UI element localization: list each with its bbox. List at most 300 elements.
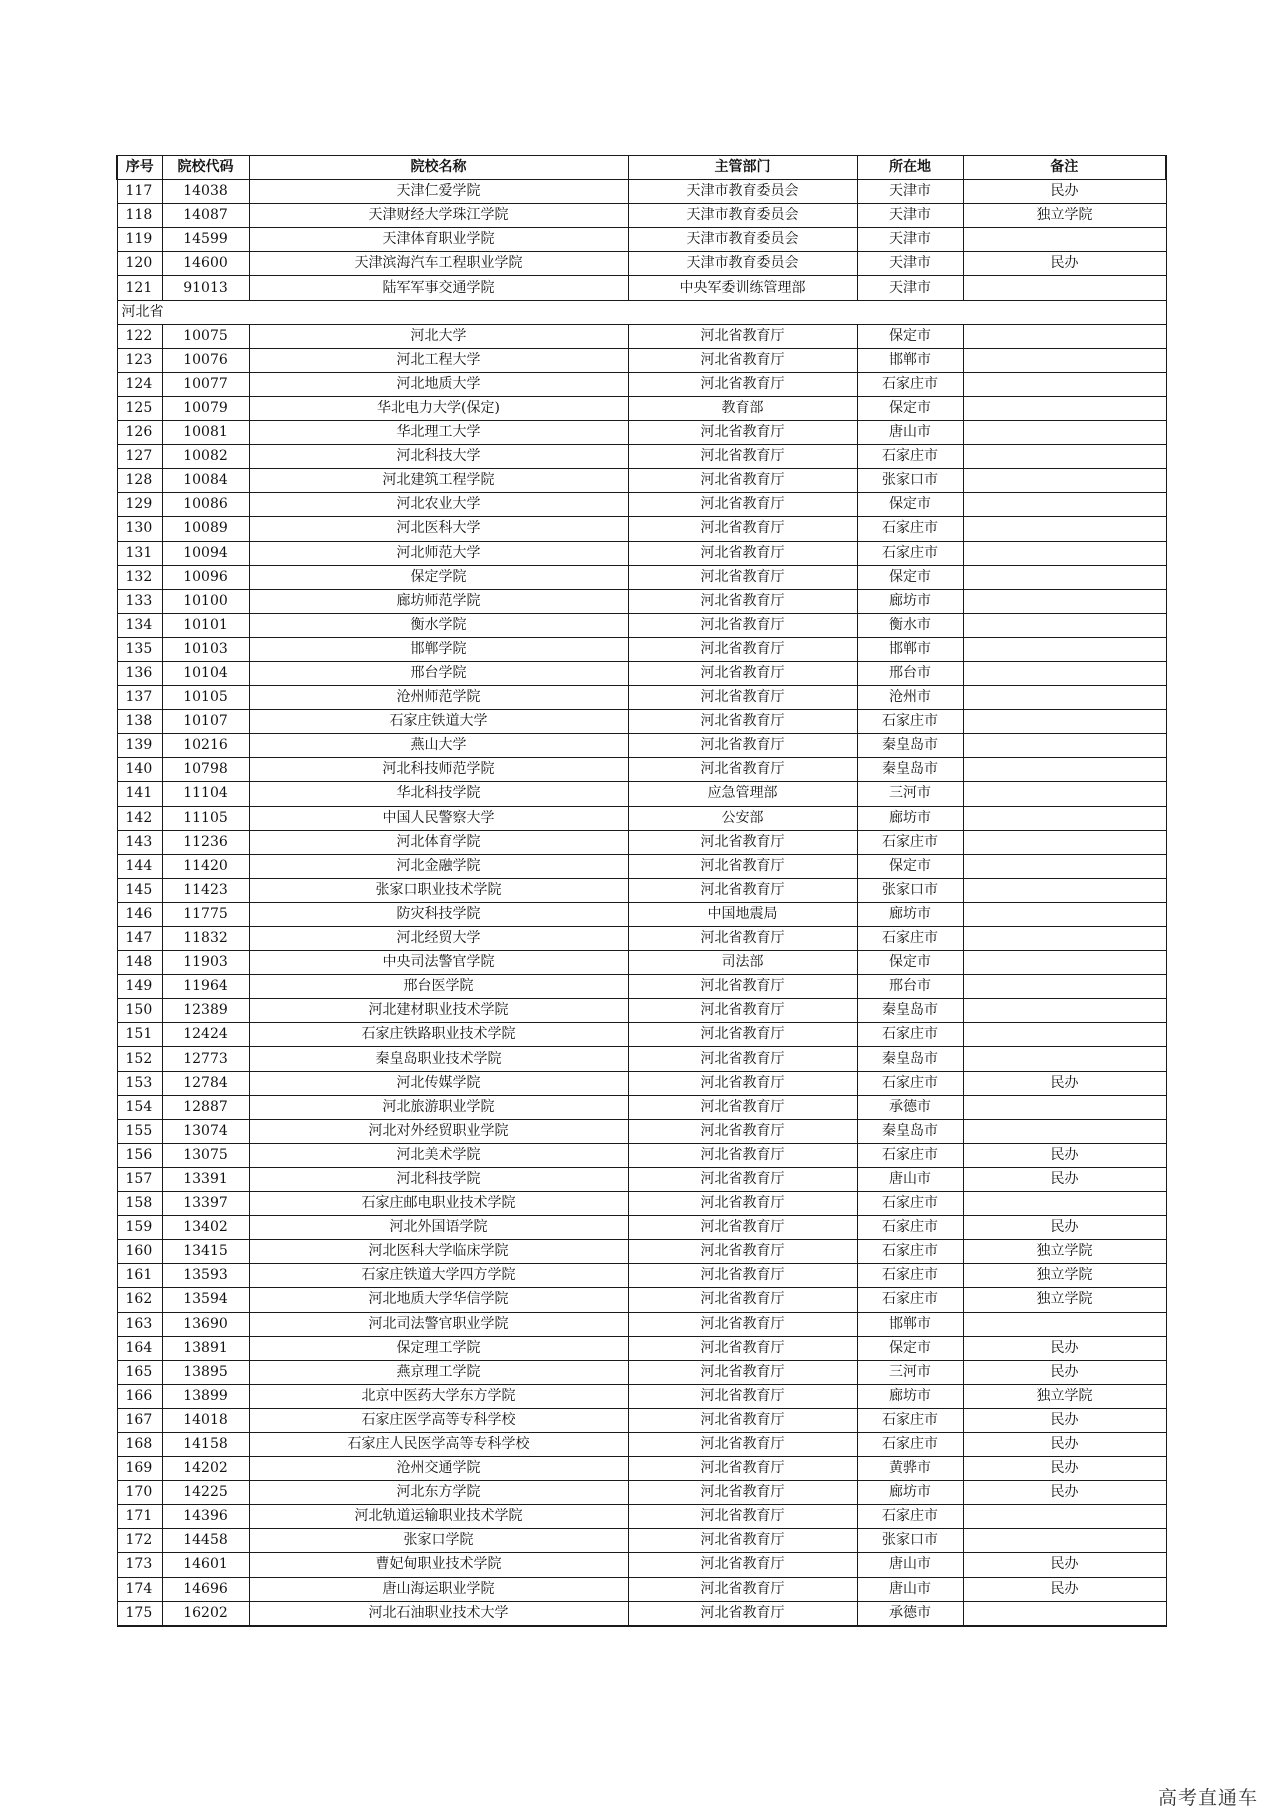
table-row bbox=[117, 324, 1166, 348]
cell-code: 11775 bbox=[162, 902, 249, 926]
cell-remark bbox=[963, 806, 1166, 830]
cell-index: 142 bbox=[117, 806, 162, 830]
table-row bbox=[117, 348, 1166, 372]
table-row bbox=[117, 710, 1166, 734]
cell-remark bbox=[963, 1119, 1166, 1143]
cell-remark bbox=[963, 348, 1166, 372]
cell-remark bbox=[963, 927, 1166, 951]
cell-remark bbox=[963, 734, 1166, 758]
cell-code: 10101 bbox=[162, 613, 249, 637]
table-row bbox=[117, 1071, 1166, 1095]
cell-authority: 河北省教育厅 bbox=[628, 637, 857, 661]
cell-index: 159 bbox=[117, 1216, 162, 1240]
cell-index: 131 bbox=[117, 541, 162, 565]
cell-code: 11423 bbox=[162, 878, 249, 902]
cell-location: 张家口市 bbox=[857, 469, 963, 493]
cell-index: 136 bbox=[117, 661, 162, 685]
cell-remark bbox=[963, 517, 1166, 541]
cell-index: 158 bbox=[117, 1192, 162, 1216]
cell-name: 天津体育职业学院 bbox=[249, 228, 628, 252]
cell-index: 126 bbox=[117, 421, 162, 445]
cell-index: 172 bbox=[117, 1529, 162, 1553]
cell-code: 12424 bbox=[162, 1023, 249, 1047]
table-row bbox=[117, 734, 1166, 758]
cell-authority: 河北省教育厅 bbox=[628, 1360, 857, 1384]
cell-remark: 民办 bbox=[963, 1143, 1166, 1167]
cell-remark bbox=[963, 758, 1166, 782]
table-row bbox=[117, 1216, 1166, 1240]
cell-code: 14458 bbox=[162, 1529, 249, 1553]
cell-location: 三河市 bbox=[857, 1360, 963, 1384]
cell-authority: 河北省教育厅 bbox=[628, 1119, 857, 1143]
table-row bbox=[117, 1095, 1166, 1119]
cell-code: 14601 bbox=[162, 1553, 249, 1577]
cell-location: 张家口市 bbox=[857, 878, 963, 902]
cell-authority: 河北省教育厅 bbox=[628, 1167, 857, 1191]
table-row bbox=[117, 878, 1166, 902]
cell-authority: 中央军委训练管理部 bbox=[628, 276, 857, 300]
cell-name: 燕山大学 bbox=[249, 734, 628, 758]
cell-code: 10105 bbox=[162, 686, 249, 710]
cell-location: 石家庄市 bbox=[857, 1432, 963, 1456]
cell-code: 10089 bbox=[162, 517, 249, 541]
cell-authority: 河北省教育厅 bbox=[628, 541, 857, 565]
cell-authority: 河北省教育厅 bbox=[628, 589, 857, 613]
cell-name: 保定学院 bbox=[249, 565, 628, 589]
cell-name: 河北科技师范学院 bbox=[249, 758, 628, 782]
cell-location: 保定市 bbox=[857, 951, 963, 975]
table-row bbox=[117, 1457, 1166, 1481]
table-row bbox=[117, 999, 1166, 1023]
cell-code: 10107 bbox=[162, 710, 249, 734]
cell-location: 邢台市 bbox=[857, 661, 963, 685]
cell-location: 廊坊市 bbox=[857, 902, 963, 926]
cell-code: 13415 bbox=[162, 1240, 249, 1264]
cell-code: 14696 bbox=[162, 1577, 249, 1601]
cell-remark bbox=[963, 493, 1166, 517]
cell-name: 天津财经大学珠江学院 bbox=[249, 204, 628, 228]
table-row bbox=[117, 1288, 1166, 1312]
cell-authority: 河北省教育厅 bbox=[628, 445, 857, 469]
cell-name: 河北司法警官职业学院 bbox=[249, 1312, 628, 1336]
table-row bbox=[117, 396, 1166, 420]
cell-name: 河北农业大学 bbox=[249, 493, 628, 517]
cell-code: 10076 bbox=[162, 348, 249, 372]
cell-index: 169 bbox=[117, 1457, 162, 1481]
cell-location: 天津市 bbox=[857, 204, 963, 228]
table-row bbox=[117, 975, 1166, 999]
cell-code: 14038 bbox=[162, 180, 249, 204]
cell-remark bbox=[963, 1023, 1166, 1047]
cell-name: 石家庄邮电职业技术学院 bbox=[249, 1192, 628, 1216]
cell-authority: 河北省教育厅 bbox=[628, 710, 857, 734]
cell-location: 秦皇岛市 bbox=[857, 1047, 963, 1071]
table-row bbox=[117, 445, 1166, 469]
cell-authority: 教育部 bbox=[628, 396, 857, 420]
table-row bbox=[117, 228, 1166, 252]
cell-remark bbox=[963, 854, 1166, 878]
cell-authority: 河北省教育厅 bbox=[628, 1601, 857, 1626]
cell-location: 邯郸市 bbox=[857, 1312, 963, 1336]
cell-remark: 独立学院 bbox=[963, 1240, 1166, 1264]
cell-index: 117 bbox=[117, 180, 162, 204]
cell-code: 11832 bbox=[162, 927, 249, 951]
cell-location: 廊坊市 bbox=[857, 1481, 963, 1505]
cell-code: 12784 bbox=[162, 1071, 249, 1095]
cell-remark: 独立学院 bbox=[963, 1264, 1166, 1288]
cell-remark bbox=[963, 421, 1166, 445]
cell-remark bbox=[963, 613, 1166, 637]
cell-code: 10084 bbox=[162, 469, 249, 493]
cell-authority: 河北省教育厅 bbox=[628, 372, 857, 396]
cell-index: 128 bbox=[117, 469, 162, 493]
cell-remark: 民办 bbox=[963, 1432, 1166, 1456]
cell-authority: 河北省教育厅 bbox=[628, 1264, 857, 1288]
cell-index: 161 bbox=[117, 1264, 162, 1288]
cell-code: 14396 bbox=[162, 1505, 249, 1529]
cell-index: 162 bbox=[117, 1288, 162, 1312]
cell-location: 秦皇岛市 bbox=[857, 734, 963, 758]
cell-location: 廊坊市 bbox=[857, 589, 963, 613]
cell-name: 河北传媒学院 bbox=[249, 1071, 628, 1095]
cell-location: 石家庄市 bbox=[857, 927, 963, 951]
cell-name: 天津滨海汽车工程职业学院 bbox=[249, 252, 628, 276]
cell-location: 天津市 bbox=[857, 228, 963, 252]
cell-name: 沧州交通学院 bbox=[249, 1457, 628, 1481]
cell-code: 12773 bbox=[162, 1047, 249, 1071]
cell-index: 123 bbox=[117, 348, 162, 372]
cell-authority: 天津市教育委员会 bbox=[628, 204, 857, 228]
cell-name: 河北医科大学临床学院 bbox=[249, 1240, 628, 1264]
cell-name: 唐山海运职业学院 bbox=[249, 1577, 628, 1601]
cell-location: 唐山市 bbox=[857, 1553, 963, 1577]
table-row bbox=[117, 252, 1166, 276]
cell-code: 10079 bbox=[162, 396, 249, 420]
cell-index: 160 bbox=[117, 1240, 162, 1264]
cell-authority: 河北省教育厅 bbox=[628, 1192, 857, 1216]
cell-name: 曹妃甸职业技术学院 bbox=[249, 1553, 628, 1577]
cell-index: 127 bbox=[117, 445, 162, 469]
cell-code: 10094 bbox=[162, 541, 249, 565]
cell-code: 13690 bbox=[162, 1312, 249, 1336]
table-row bbox=[117, 204, 1166, 228]
cell-name: 防灾科技学院 bbox=[249, 902, 628, 926]
cell-name: 中央司法警官学院 bbox=[249, 951, 628, 975]
cell-name: 河北师范大学 bbox=[249, 541, 628, 565]
cell-index: 156 bbox=[117, 1143, 162, 1167]
table-row bbox=[117, 493, 1166, 517]
table-row bbox=[117, 541, 1166, 565]
cell-name: 廊坊师范学院 bbox=[249, 589, 628, 613]
cell-index: 143 bbox=[117, 830, 162, 854]
cell-authority: 河北省教育厅 bbox=[628, 1432, 857, 1456]
cell-code: 91013 bbox=[162, 276, 249, 300]
cell-code: 12887 bbox=[162, 1095, 249, 1119]
cell-code: 14202 bbox=[162, 1457, 249, 1481]
cell-code: 13891 bbox=[162, 1336, 249, 1360]
cell-remark: 民办 bbox=[963, 1071, 1166, 1095]
cell-remark bbox=[963, 1505, 1166, 1529]
cell-location: 唐山市 bbox=[857, 421, 963, 445]
cell-index: 133 bbox=[117, 589, 162, 613]
cell-remark bbox=[963, 782, 1166, 806]
cell-remark bbox=[963, 541, 1166, 565]
cell-location: 石家庄市 bbox=[857, 1288, 963, 1312]
table-row bbox=[117, 1360, 1166, 1384]
cell-authority: 河北省教育厅 bbox=[628, 1553, 857, 1577]
cell-name: 中国人民警察大学 bbox=[249, 806, 628, 830]
cell-authority: 河北省教育厅 bbox=[628, 975, 857, 999]
cell-name: 邯郸学院 bbox=[249, 637, 628, 661]
cell-authority: 司法部 bbox=[628, 951, 857, 975]
cell-index: 147 bbox=[117, 927, 162, 951]
table-row bbox=[117, 1264, 1166, 1288]
table-row bbox=[117, 1119, 1166, 1143]
cell-remark bbox=[963, 1529, 1166, 1553]
cell-index: 157 bbox=[117, 1167, 162, 1191]
cell-code: 12389 bbox=[162, 999, 249, 1023]
table-row bbox=[117, 637, 1166, 661]
col-header-index: 序号 bbox=[117, 156, 162, 180]
cell-code: 10100 bbox=[162, 589, 249, 613]
cell-remark bbox=[963, 951, 1166, 975]
cell-location: 天津市 bbox=[857, 252, 963, 276]
cell-remark: 民办 bbox=[963, 1481, 1166, 1505]
cell-name: 天津仁爱学院 bbox=[249, 180, 628, 204]
table-row bbox=[117, 180, 1166, 204]
cell-index: 129 bbox=[117, 493, 162, 517]
cell-index: 132 bbox=[117, 565, 162, 589]
cell-code: 10798 bbox=[162, 758, 249, 782]
cell-index: 164 bbox=[117, 1336, 162, 1360]
table-row bbox=[117, 1553, 1166, 1577]
cell-name: 河北对外经贸职业学院 bbox=[249, 1119, 628, 1143]
cell-index: 122 bbox=[117, 324, 162, 348]
cell-remark: 独立学院 bbox=[963, 1384, 1166, 1408]
col-header-code: 院校代码 bbox=[162, 156, 249, 180]
cell-index: 149 bbox=[117, 975, 162, 999]
cell-remark: 民办 bbox=[963, 252, 1166, 276]
cell-index: 166 bbox=[117, 1384, 162, 1408]
cell-code: 11420 bbox=[162, 854, 249, 878]
cell-code: 10075 bbox=[162, 324, 249, 348]
cell-remark bbox=[963, 710, 1166, 734]
cell-code: 11104 bbox=[162, 782, 249, 806]
col-header-location: 所在地 bbox=[857, 156, 963, 180]
cell-name: 河北大学 bbox=[249, 324, 628, 348]
cell-name: 邢台医学院 bbox=[249, 975, 628, 999]
cell-code: 14599 bbox=[162, 228, 249, 252]
cell-remark bbox=[963, 565, 1166, 589]
cell-index: 163 bbox=[117, 1312, 162, 1336]
table-row bbox=[117, 372, 1166, 396]
table-row bbox=[117, 469, 1166, 493]
cell-index: 144 bbox=[117, 854, 162, 878]
cell-name: 陆军军事交通学院 bbox=[249, 276, 628, 300]
cell-code: 11903 bbox=[162, 951, 249, 975]
table-row bbox=[117, 782, 1166, 806]
institution-table bbox=[116, 155, 1167, 1627]
cell-index: 153 bbox=[117, 1071, 162, 1095]
cell-code: 11105 bbox=[162, 806, 249, 830]
cell-index: 130 bbox=[117, 517, 162, 541]
cell-name: 石家庄铁路职业技术学院 bbox=[249, 1023, 628, 1047]
table-row bbox=[117, 1192, 1166, 1216]
cell-index: 138 bbox=[117, 710, 162, 734]
cell-name: 河北建筑工程学院 bbox=[249, 469, 628, 493]
cell-authority: 河北省教育厅 bbox=[628, 493, 857, 517]
cell-name: 河北地质大学华信学院 bbox=[249, 1288, 628, 1312]
cell-location: 秦皇岛市 bbox=[857, 758, 963, 782]
cell-authority: 河北省教育厅 bbox=[628, 421, 857, 445]
cell-index: 152 bbox=[117, 1047, 162, 1071]
watermark-text: 高考直通车 bbox=[1157, 1787, 1258, 1809]
cell-name: 石家庄铁道大学 bbox=[249, 710, 628, 734]
cell-location: 石家庄市 bbox=[857, 1240, 963, 1264]
cell-location: 承德市 bbox=[857, 1095, 963, 1119]
cell-location: 廊坊市 bbox=[857, 1384, 963, 1408]
cell-name: 河北工程大学 bbox=[249, 348, 628, 372]
cell-location: 石家庄市 bbox=[857, 1071, 963, 1095]
cell-location: 保定市 bbox=[857, 396, 963, 420]
cell-authority: 中国地震局 bbox=[628, 902, 857, 926]
cell-remark bbox=[963, 1601, 1166, 1626]
cell-authority: 河北省教育厅 bbox=[628, 1216, 857, 1240]
table-row bbox=[117, 1312, 1166, 1336]
cell-name: 河北金融学院 bbox=[249, 854, 628, 878]
cell-remark bbox=[963, 999, 1166, 1023]
cell-index: 155 bbox=[117, 1119, 162, 1143]
cell-authority: 河北省教育厅 bbox=[628, 1143, 857, 1167]
cell-authority: 河北省教育厅 bbox=[628, 734, 857, 758]
cell-code: 13899 bbox=[162, 1384, 249, 1408]
cell-index: 167 bbox=[117, 1408, 162, 1432]
cell-index: 145 bbox=[117, 878, 162, 902]
cell-name: 邢台学院 bbox=[249, 661, 628, 685]
table-row bbox=[117, 613, 1166, 637]
cell-remark: 民办 bbox=[963, 1216, 1166, 1240]
cell-remark: 民办 bbox=[963, 1577, 1166, 1601]
cell-location: 秦皇岛市 bbox=[857, 1119, 963, 1143]
cell-index: 134 bbox=[117, 613, 162, 637]
cell-location: 廊坊市 bbox=[857, 806, 963, 830]
cell-index: 118 bbox=[117, 204, 162, 228]
table-row bbox=[117, 1577, 1166, 1601]
cell-remark bbox=[963, 1312, 1166, 1336]
cell-code: 10081 bbox=[162, 421, 249, 445]
cell-authority: 天津市教育委员会 bbox=[628, 228, 857, 252]
cell-location: 张家口市 bbox=[857, 1529, 963, 1553]
cell-location: 秦皇岛市 bbox=[857, 999, 963, 1023]
cell-location: 石家庄市 bbox=[857, 1143, 963, 1167]
table-row bbox=[117, 1408, 1166, 1432]
cell-remark: 民办 bbox=[963, 1457, 1166, 1481]
cell-name: 河北建材职业技术学院 bbox=[249, 999, 628, 1023]
cell-remark: 民办 bbox=[963, 1360, 1166, 1384]
cell-name: 石家庄医学高等专科学校 bbox=[249, 1408, 628, 1432]
cell-code: 13593 bbox=[162, 1264, 249, 1288]
cell-name: 河北外国语学院 bbox=[249, 1216, 628, 1240]
cell-remark: 民办 bbox=[963, 1553, 1166, 1577]
cell-index: 120 bbox=[117, 252, 162, 276]
cell-name: 华北理工大学 bbox=[249, 421, 628, 445]
cell-location: 唐山市 bbox=[857, 1577, 963, 1601]
cell-authority: 河北省教育厅 bbox=[628, 1481, 857, 1505]
cell-location: 天津市 bbox=[857, 276, 963, 300]
cell-remark bbox=[963, 637, 1166, 661]
cell-remark bbox=[963, 324, 1166, 348]
cell-location: 邢台市 bbox=[857, 975, 963, 999]
cell-code: 14087 bbox=[162, 204, 249, 228]
cell-authority: 河北省教育厅 bbox=[628, 1047, 857, 1071]
table-row bbox=[117, 1432, 1166, 1456]
cell-authority: 河北省教育厅 bbox=[628, 517, 857, 541]
table-row bbox=[117, 1529, 1166, 1553]
cell-name: 河北东方学院 bbox=[249, 1481, 628, 1505]
cell-authority: 河北省教育厅 bbox=[628, 758, 857, 782]
cell-index: 146 bbox=[117, 902, 162, 926]
table-row bbox=[117, 276, 1166, 300]
cell-remark bbox=[963, 686, 1166, 710]
cell-location: 天津市 bbox=[857, 180, 963, 204]
cell-location: 石家庄市 bbox=[857, 1216, 963, 1240]
cell-authority: 河北省教育厅 bbox=[628, 999, 857, 1023]
cell-authority: 河北省教育厅 bbox=[628, 1336, 857, 1360]
cell-remark: 民办 bbox=[963, 1336, 1166, 1360]
cell-code: 11236 bbox=[162, 830, 249, 854]
cell-name: 北京中医药大学东方学院 bbox=[249, 1384, 628, 1408]
cell-authority: 河北省教育厅 bbox=[628, 878, 857, 902]
cell-authority: 公安部 bbox=[628, 806, 857, 830]
table-row bbox=[117, 421, 1166, 445]
table-body bbox=[117, 180, 1166, 1626]
table-row bbox=[117, 1384, 1166, 1408]
table-row bbox=[117, 1167, 1166, 1191]
cell-location: 保定市 bbox=[857, 493, 963, 517]
cell-index: 175 bbox=[117, 1601, 162, 1626]
cell-authority: 河北省教育厅 bbox=[628, 469, 857, 493]
cell-authority: 河北省教育厅 bbox=[628, 348, 857, 372]
cell-location: 石家庄市 bbox=[857, 372, 963, 396]
cell-location: 石家庄市 bbox=[857, 1505, 963, 1529]
cell-index: 170 bbox=[117, 1481, 162, 1505]
cell-authority: 河北省教育厅 bbox=[628, 565, 857, 589]
cell-code: 13397 bbox=[162, 1192, 249, 1216]
cell-index: 165 bbox=[117, 1360, 162, 1384]
table-row bbox=[117, 806, 1166, 830]
cell-remark bbox=[963, 276, 1166, 300]
cell-remark bbox=[963, 830, 1166, 854]
cell-location: 承德市 bbox=[857, 1601, 963, 1626]
cell-remark bbox=[963, 589, 1166, 613]
cell-name: 河北地质大学 bbox=[249, 372, 628, 396]
cell-remark bbox=[963, 1047, 1166, 1071]
cell-code: 13594 bbox=[162, 1288, 249, 1312]
table-row bbox=[117, 854, 1166, 878]
cell-authority: 河北省教育厅 bbox=[628, 854, 857, 878]
cell-location: 石家庄市 bbox=[857, 541, 963, 565]
cell-name: 石家庄人民医学高等专科学校 bbox=[249, 1432, 628, 1456]
cell-name: 秦皇岛职业技术学院 bbox=[249, 1047, 628, 1071]
cell-location: 石家庄市 bbox=[857, 1023, 963, 1047]
table-row bbox=[117, 758, 1166, 782]
cell-code: 13074 bbox=[162, 1119, 249, 1143]
cell-location: 保定市 bbox=[857, 1336, 963, 1360]
cell-remark: 独立学院 bbox=[963, 204, 1166, 228]
cell-index: 154 bbox=[117, 1095, 162, 1119]
cell-location: 石家庄市 bbox=[857, 445, 963, 469]
cell-name: 衡水学院 bbox=[249, 613, 628, 637]
